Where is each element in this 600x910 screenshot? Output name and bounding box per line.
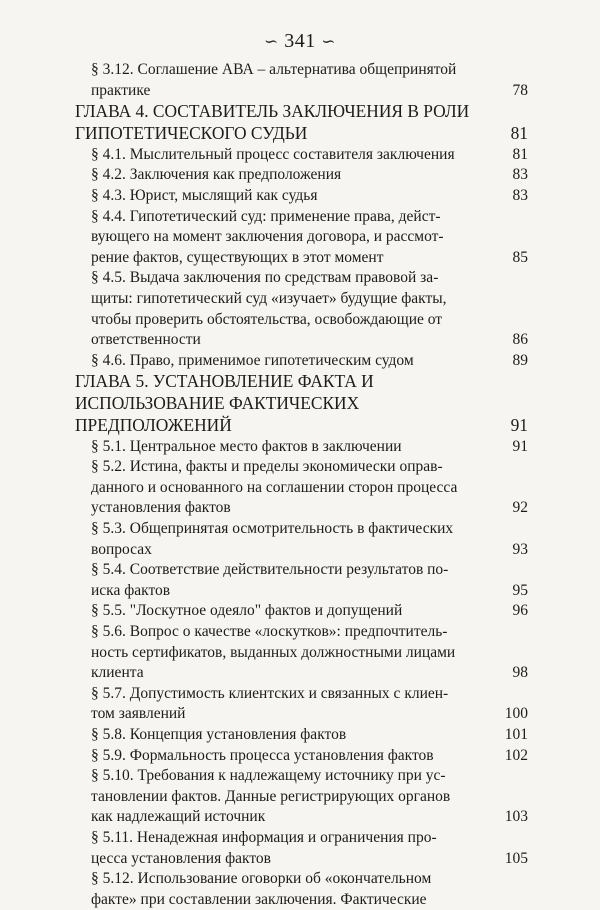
toc-chapter-entry [75,101,528,145]
toc-section-entry [75,725,528,746]
toc-entry-page: 101 [504,726,528,744]
toc-entry-title: § 5.10. Требования к надлежащему источнику при ус- тановлении фактов. Данные регистрирующих органов как надлежащий источник [91,767,451,826]
toc-section-entry [75,457,528,519]
toc-section-entry [75,869,528,910]
toc-section-entry [75,268,528,350]
ornament-left-icon: ∽ [264,32,279,51]
toc-entry-page: 92 [512,499,528,517]
toc-section-entry [75,746,528,767]
toc-entry-title: § 5.5. "Лоскутное одеяло" фактов и допущений [91,602,403,620]
toc-entry-page: 83 [512,186,528,204]
toc-entry-title: § 5.6. Вопрос о качестве «лоскутков»: предпочтитель- ность сертификатов, выданных должностными лицами клиента [91,623,456,682]
toc-entry-page: 96 [512,602,528,620]
toc-entry-title: § 5.1. Центральное место фактов в заключении [91,437,402,455]
toc-entry-page: 91 [512,437,528,455]
toc-section-entry [75,60,528,101]
toc-entry-title: § 4.2. Заключения как предположения [91,166,342,184]
toc-entry-title: § 5.3. Общепринятая осмотрительность в фактических вопросах [91,520,454,558]
toc-entry-page: 78 [512,81,528,99]
toc-entry-title: § 5.8. Концепция установления фактов [91,726,347,744]
toc-entry-page: 98 [512,664,528,682]
toc-section-entry [75,766,528,828]
toc-entry-page: 81 [512,145,528,163]
toc-entry-page: 81 [510,122,528,143]
toc-entry-page: 103 [504,808,528,826]
toc-section-entry [75,186,528,207]
toc-section-entry [75,684,528,725]
toc-entry-title: § 5.11. Ненадежная информация и ограничения про- цесса установления фактов [91,828,437,867]
toc-section-entry [75,437,528,458]
toc-entry-title: § 4.6. Право, применимое гипотетическим судом [91,351,414,369]
toc-entry-page: 85 [512,248,528,266]
toc-entry-page: 91 [510,414,528,435]
toc-section-entry [75,622,528,684]
toc-entry-page: 95 [512,581,528,599]
toc-entry-title: § 5.7. Допустимость клиентских и связанных с клиен- том заявлений [91,684,449,723]
toc-section-entry [75,601,528,622]
toc-entry-title: § 3.12. Соглашение АВА – альтернатива общепринятой практике [91,61,457,99]
toc-section-entry [75,519,528,560]
toc-entry-title: § 4.1. Мыслительный процесс составителя заключения [91,145,455,163]
ornament-right-icon: ∽ [321,32,336,51]
page-header [0,30,600,53]
toc-entry-title: § 4.5. Выдача заключения по средствам правовой за- щиты: гипотетический суд «изучает» будущие факты, чтобы проверить обстоятельства, освобождающие от ответственности [91,269,447,349]
toc-section-entry [75,560,528,601]
toc-chapter-entry [75,371,528,436]
page-number: 341 [284,30,316,52]
toc-entry-page: 93 [512,540,528,558]
toc-entry-title: ГЛАВА 4. СОСТАВИТЕЛЬ ЗАКЛЮЧЕНИЯ В РОЛИ ГИПОТЕТИЧЕСКОГО СУДЬИ [75,101,470,143]
toc-entry-page: 105 [504,849,528,867]
toc-section-entry [75,351,528,372]
toc-section-entry [75,145,528,166]
toc-entry-page: 102 [504,746,528,764]
toc-entry-title: § 5.2. Истина, факты и пределы экономически оправ- данного и основанного на соглашении сторон процесса установления фактов [91,458,458,517]
toc-entry-title: § 5.4. Соответствие действительности результатов по- иска фактов [91,561,449,599]
toc-entry-page: 86 [512,331,528,349]
toc-section-entry [75,828,528,869]
toc-entry-title: § 4.4. Гипотетический суд: применение права, дейст- вующего на момент заключения договора, и рассмот- рение фактов, существующих в этот момент [91,207,444,266]
toc-entry-title: § 5.12. Использование оговорки об «окончательном факте» при составлении заключения. Фактические [91,870,432,908]
toc-entry-page: 89 [512,351,528,369]
toc-entry-page: 83 [512,166,528,184]
toc-entry-page: 100 [504,705,528,723]
toc-section-entry [75,165,528,186]
toc-entry-title: ГЛАВА 5. УСТАНОВЛЕНИЕ ФАКТА И ИСПОЛЬЗОВАНИЕ ФАКТИЧЕСКИХ ПРЕДПОЛОЖЕНИЙ [75,371,374,435]
toc-entry-title: § 4.3. Юрист, мыслящий как судья [91,186,318,204]
table-of-contents [75,60,528,910]
toc-entry-title: § 5.9. Формальность процесса установления фактов [91,746,434,764]
toc-section-entry [75,207,528,269]
